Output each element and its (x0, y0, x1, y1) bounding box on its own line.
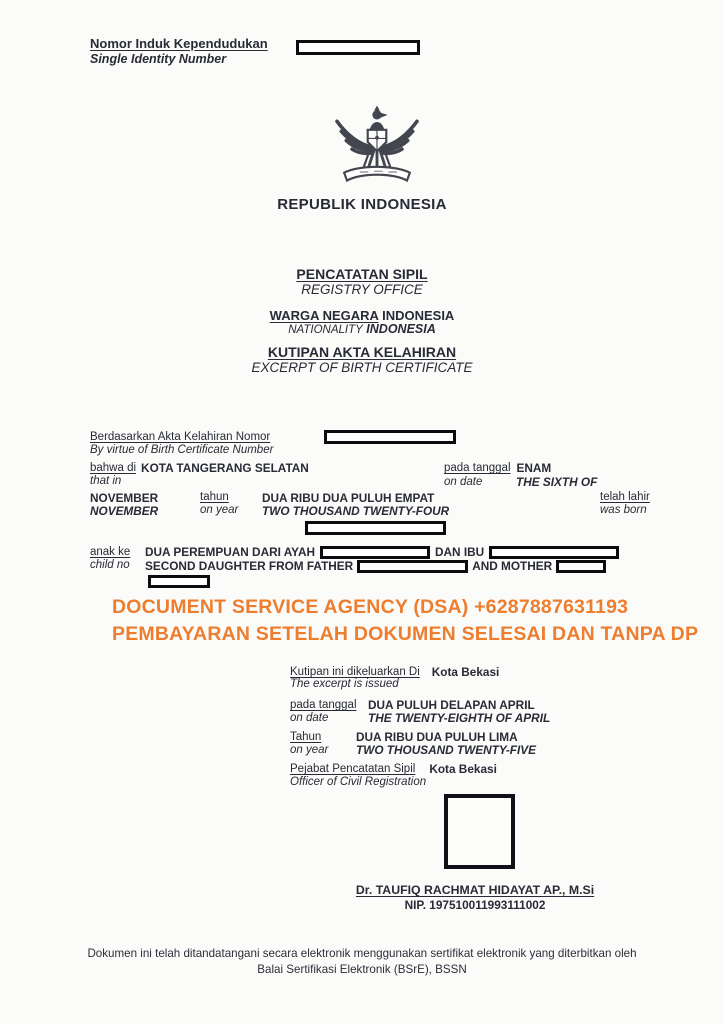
footer-line-1: Dokumen ini telah ditandatangani secara elektronik menggunakan sertifikat elektronik yang diterbitkan oleh (87, 947, 637, 960)
redaction-box-father-name-en (357, 560, 468, 573)
birth-year-label-id: tahun (200, 491, 229, 503)
birth-month-value-id: NOVEMBER (90, 491, 159, 505)
document-title-id: KUTIPAN AKTA KELAHIRAN (267, 344, 457, 360)
issued-year-label-id: Tahun (290, 731, 322, 743)
issued-at-label-en: The excerpt is issued (290, 678, 399, 690)
redaction-box-mother-name-id (489, 546, 619, 559)
country-name: REPUBLIK INDONESIA (277, 196, 447, 213)
issued-date-row (290, 698, 535, 712)
born-label-id: telah lahir (600, 491, 650, 503)
issued-year-label-en: on year (290, 744, 329, 756)
nationality-heading-en (0, 322, 724, 336)
signature-stamp-box (444, 794, 515, 869)
nik-label-en: Single Identity Number (90, 52, 227, 66)
watermark-line-2: PEMBAYARAN SETELAH DOKUMEN SELESAI DAN TANPA DP (112, 622, 699, 645)
cert-number-label-id: Berdasarkan Akta Kelahiran Nomor (90, 431, 271, 443)
officer-label-id: Pejabat Pencatatan Sipil (290, 763, 416, 775)
birth-date-row (444, 461, 551, 475)
office-heading (0, 266, 724, 282)
birth-date-label-id: pada tanggal (444, 462, 511, 474)
officer-value: Kota Bekasi (429, 762, 497, 776)
child-no-label-id: anak ke (90, 546, 131, 558)
born-label-en: was born (600, 504, 647, 516)
issued-date-value-en: THE TWENTY-EIGHTH OF APRIL (368, 711, 551, 725)
birth-place-label-id: bahwa di (90, 462, 137, 474)
redaction-box-child-name (305, 521, 446, 535)
nationality-value-en: INDONESIA (366, 322, 436, 336)
watermark (112, 594, 698, 647)
birth-year-label-en: on year (200, 504, 239, 516)
issued-at-row (290, 665, 499, 679)
birth-place-label-en: that in (90, 475, 122, 487)
issued-date-value-id: DUA PULUH DELAPAN APRIL (368, 698, 535, 712)
redaction-box-mother-name-en (556, 560, 606, 573)
birth-date-value-en: THE SIXTH OF (516, 475, 598, 489)
birth-place-row (90, 461, 309, 475)
child-value-id-1: DUA PEREMPUAN DARI AYAH (145, 545, 315, 559)
nik-label-id: Nomor Induk Kependudukan (90, 36, 268, 51)
footer (0, 946, 724, 978)
issued-at-label-id: Kutipan ini dikeluarkan Di (290, 666, 420, 678)
document-title (0, 344, 724, 360)
issued-year-row-en (290, 743, 536, 757)
issued-at-value: Kota Bekasi (431, 665, 500, 679)
child-no-label-en: child no (90, 559, 130, 571)
nationality-label-id: WARGA NEGARA (269, 308, 379, 323)
issued-year-value-id: DUA RIBU DUA PULUH LIMA (356, 730, 518, 744)
child-value-id-2: DAN IBU (435, 545, 485, 559)
signer-block (330, 883, 620, 912)
child-row-id (145, 545, 619, 559)
office-heading-en: REGISTRY OFFICE (301, 282, 423, 297)
issued-date-label-en: on date (290, 712, 329, 724)
issued-year-value-en: TWO THOUSAND TWENTY-FIVE (356, 743, 536, 757)
redaction-box-father-name-id (320, 546, 430, 559)
child-row-en (145, 559, 606, 573)
footer-line-2: Balai Sertifikasi Elektronik (BSrE), BSSN (257, 963, 467, 976)
birth-year-row-en (90, 504, 650, 518)
birth-date-label-en: on date (444, 476, 483, 488)
birth-month-value-en: NOVEMBER (90, 504, 159, 518)
issued-date-row-en (290, 711, 550, 725)
nationality-label-en: NATIONALITY (288, 324, 363, 336)
nik-redaction-box (296, 40, 420, 55)
redaction-box-cert-number (324, 430, 456, 444)
watermark-line-1: DOCUMENT SERVICE AGENCY (DSA) +6287887631193 (112, 596, 629, 618)
birth-date-value-id: ENAM (516, 461, 552, 475)
birth-place-value: KOTA TANGERANG SELATAN (141, 461, 309, 475)
issued-year-row (290, 730, 518, 744)
signer-name: Dr. TAUFIQ RACHMAT HIDAYAT AP., M.Si (355, 883, 595, 897)
birth-year-value-en: TWO THOUSAND TWENTY-FOUR (262, 504, 450, 518)
garuda-pancasila-emblem-icon (327, 100, 427, 194)
officer-row (290, 762, 497, 776)
birth-year-row (90, 491, 650, 505)
birth-year-value-id: DUA RIBU DUA PULUH EMPAT (262, 491, 435, 505)
nik-label (90, 36, 268, 51)
birth-date-row-en (444, 475, 597, 489)
document-title-en: EXCERPT OF BIRTH CERTIFICATE (251, 360, 473, 375)
office-heading-id: PENCATATAN SIPIL (296, 266, 428, 282)
cert-number-label-en: By virtue of Birth Certificate Number (90, 444, 274, 456)
officer-label-en: Officer of Civil Registration (290, 776, 427, 788)
issued-date-label-id: pada tanggal (290, 699, 357, 711)
nationality-value-id: INDONESIA (382, 308, 455, 323)
child-value-en-1: SECOND DAUGHTER FROM FATHER (145, 559, 354, 573)
nationality-heading (0, 308, 724, 323)
child-value-en-2: AND MOTHER (472, 559, 553, 573)
redaction-box-mother-name-en-cont (148, 575, 210, 588)
signer-nip: NIP. 197510011993111002 (404, 898, 546, 912)
